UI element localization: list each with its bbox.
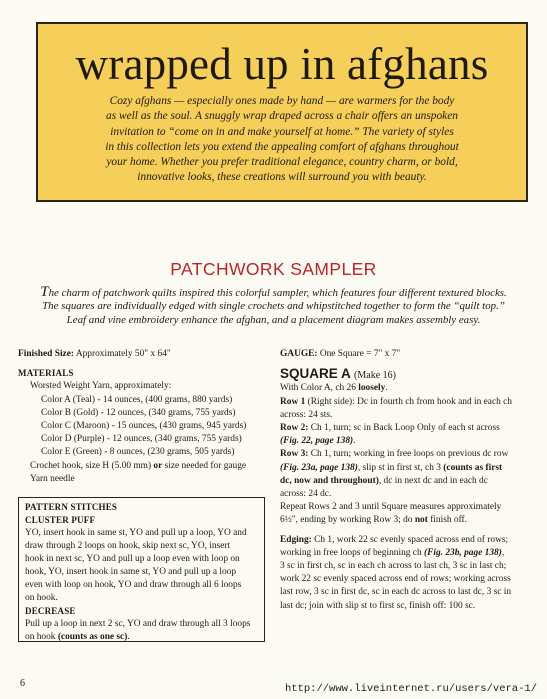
row-3-step-cont: across: 24 dc.	[280, 489, 332, 500]
intro-text	[56, 94, 508, 186]
square-title: SQUARE A	[280, 366, 351, 382]
instructions-column	[280, 348, 532, 613]
intro-line: innovative looks, these creations will surround you with beauty.	[137, 171, 427, 184]
edging-step-cont	[280, 547, 532, 560]
lead-line: Leaf and vine embroidery enhance the afghan, and a placement diagram makes assembly easy.	[66, 313, 481, 326]
step-text: With Color A, ch 26	[280, 383, 359, 394]
figure-ref: (Fig. 23b, page 138)	[423, 547, 502, 558]
row-3-step-cont	[280, 462, 532, 475]
source-url[interactable]: http://www.liveinternet.ru/users/vera-1/	[284, 683, 537, 695]
step-text: , dc in next dc and in each dc	[378, 475, 488, 486]
step-end: .	[353, 436, 356, 447]
cluster-line: draw through 2 loops on hook, skip next sc, YO, insert	[25, 541, 231, 551]
step-text: (Right side): Dc in fourth ch from hook and in each ch	[305, 396, 512, 407]
step-emphasis: not	[414, 515, 428, 526]
row-2-step	[280, 422, 532, 435]
hook-or: or	[153, 460, 163, 471]
decrease-text: on hook	[25, 632, 58, 642]
step-end: finish off.	[427, 515, 467, 526]
figure-ref: (Fig. 22, page 138)	[280, 436, 354, 447]
finished-size	[18, 348, 273, 361]
cluster-line: on hook.	[25, 593, 58, 603]
edging-label: Edging:	[280, 534, 312, 545]
gauge	[280, 348, 532, 361]
row-1-step	[280, 396, 532, 409]
section-title: wrapped up in afghans	[75, 39, 489, 89]
row-2-step-cont	[280, 435, 532, 448]
step-text: Ch 1, work 22 sc evenly spaced across end of rows;	[311, 534, 509, 545]
hook-text: Crochet hook, size H (5.00 mm)	[30, 460, 154, 471]
gauge-label: GAUGE:	[280, 349, 318, 359]
cluster-line: YO, insert hook in same st, YO and pull up a loop, YO and	[25, 528, 247, 538]
row-3-step-cont	[280, 475, 532, 488]
edging-step-cont: last row, 3 sc in first dc, sc in each dc across to last dc, 3 sc in	[280, 587, 512, 598]
step-emphasis: loosely	[358, 383, 386, 394]
hook-line	[18, 460, 273, 473]
intro-line: in this collection lets you extend the appealing comfort of afghans throughout	[105, 140, 459, 153]
step-end: .	[385, 383, 388, 394]
repeat-step-cont	[280, 514, 532, 527]
cluster-line: hook in next sc, YO and pull up a loop even with loop on	[25, 554, 240, 564]
page-number: 6	[20, 678, 25, 689]
edging-step-cont: 3 sc in first ch, sc in each ch across to last ch, 3 sc in last ch;	[280, 561, 507, 572]
lead-line	[36, 286, 511, 300]
step-text: working in free loops of beginning ch	[280, 547, 424, 558]
finished-size-label: Finished Size:	[18, 349, 74, 359]
intro-line: invitation to “come on in and make yourself at home.” The variety of styles	[110, 125, 454, 138]
figure-ref: (Fig. 23a, page 138)	[280, 462, 358, 473]
square-heading	[280, 367, 532, 382]
intro-step	[280, 382, 532, 395]
cluster-line: hook, YO, insert hook in same st, YO and pull up a loop	[25, 567, 237, 577]
repeat-step: Repeat Rows 2 and 3 until Square measures approximately	[280, 502, 502, 513]
cluster-line: even with loop on hook, YO and draw through all 6 loops	[25, 580, 242, 590]
materials-heading: MATERIALS	[18, 368, 74, 379]
step-text: 6½", ending by working Row 3; do	[280, 515, 415, 526]
lead-line: The squares are individually edged with single crochets and whipstitched together to form the “quilt top.”	[42, 300, 505, 313]
step-text: Ch 1, turn; sc in Back Loop Only of each st across	[308, 423, 500, 434]
yarn-intro: Worsted Weight Yarn, approximately:	[30, 381, 172, 392]
color-line: Color B (Gold) - 12 ounces, (340 grams, 755 yards)	[41, 407, 236, 418]
decrease-line: Pull up a loop in next 2 sc, YO and draw through all 3 loops	[25, 619, 251, 629]
decrease-line	[25, 631, 258, 644]
stitches-heading: PATTERN STITCHES	[25, 502, 118, 512]
row-label: Row 2:	[280, 423, 309, 434]
intro-line: Cozy afghans — especially ones made by hand — are warmers for the body	[109, 95, 455, 107]
decrease-label: DECREASE	[25, 606, 76, 616]
step-text: , slip st in first st, ch 3	[357, 462, 444, 473]
step-text: Ch 1, turn; working in free loops on previous dc row	[308, 449, 509, 460]
decrease-end: .	[127, 632, 130, 642]
color-line: Color E (Green) - 8 ounces, (230 grams, 505 yards)	[41, 447, 235, 458]
yarn-needle: Yarn needle	[30, 473, 75, 484]
color-line: Color D (Purple) - 12 ounces, (340 grams, 755 yards)	[41, 434, 242, 445]
materials-column	[18, 348, 273, 486]
decrease-note: (counts as one sc)	[57, 632, 128, 642]
gauge-value: One Square = 7" x 7"	[317, 349, 401, 359]
hook-text-end: size needed for gauge	[162, 460, 247, 471]
intro-line: as well as the soul. A snuggly wrap draped across a chair offers an unspoken	[106, 110, 458, 123]
step-emphasis: (counts as first	[443, 462, 503, 473]
step-end: ,	[501, 547, 505, 558]
finished-size-value: Approximately 50" x 64"	[74, 349, 171, 359]
intro-banner	[36, 22, 528, 202]
row-1-step-cont: across: 24 sts.	[280, 409, 333, 420]
pattern-lead	[36, 286, 511, 327]
intro-line: your home. Whether you prefer traditional elegance, country charm, or bold,	[106, 156, 458, 169]
edging-step-cont: last dc; join with slip st to first sc, finish off: 100 sc.	[280, 600, 476, 611]
color-line: Color C (Maroon) - 15 ounces, (430 grams, 945 yards)	[41, 421, 247, 432]
lead-text: he charm of patchwork quilts inspired this colorful sampler, which features four different textured blocks.	[48, 287, 507, 299]
pattern-title: PATCHWORK SAMPLER	[170, 259, 377, 279]
color-line: Color A (Teal) - 14 ounces, (400 grams, 880 yards)	[41, 394, 233, 405]
row-label: Row 1	[280, 396, 306, 407]
square-make: (Make 16)	[354, 370, 396, 382]
row-label: Row 3:	[280, 449, 309, 460]
step-emphasis: dc, now and throughout)	[280, 475, 379, 486]
row-3-step	[280, 448, 532, 461]
cluster-puff-label: CLUSTER PUFF	[25, 515, 96, 525]
edging-step-cont: work 22 sc evenly spaced across end of rows; working across	[280, 574, 511, 585]
pattern-stitches-box	[18, 497, 265, 642]
drop-cap: T	[40, 284, 49, 300]
edging-step	[280, 534, 532, 547]
